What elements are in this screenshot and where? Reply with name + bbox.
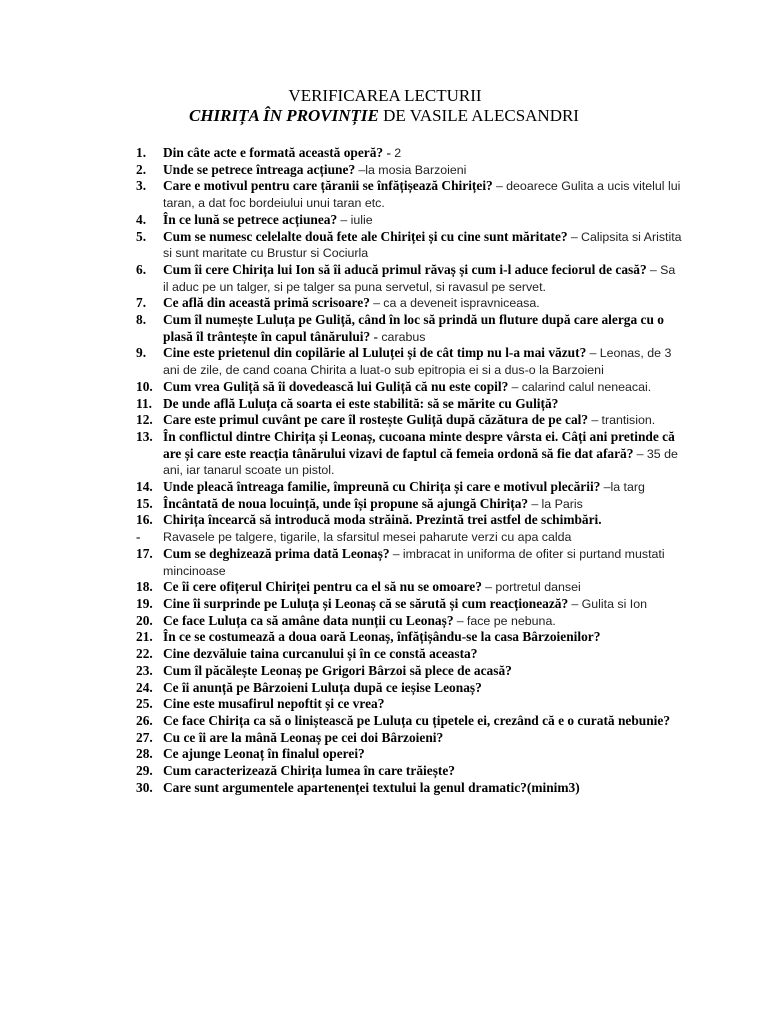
answer-text: Sa il aduc pe un talger, si pe talger sa puna servetul, si ravasul pe servet. (163, 262, 676, 294)
answer-separator: – (528, 495, 542, 511)
question-item (0, 295, 768, 312)
answer-separator: – (646, 261, 661, 277)
question-number: 27. (136, 729, 153, 745)
question-text: Din câte acte e formată această operă? (163, 145, 384, 160)
answer-separator: – (600, 479, 611, 495)
question-item (0, 546, 768, 579)
answer-separator: – (568, 595, 582, 611)
question-text: Ce face Luluța ca să amâne data nunții cu Leonaș? (163, 612, 454, 628)
question-item (0, 579, 768, 596)
question-number: 22. (136, 646, 153, 662)
answer-separator: – (453, 612, 467, 628)
question-text: Care este primul cuvânt pe care îl rostește Guliță după căzătura de pe cal? (163, 412, 589, 428)
answer-text: 35 de ani, iar tanarul scoate un pistol. (163, 446, 678, 478)
answer-separator: – (633, 445, 647, 461)
question-text: Cum caracterizează Chirița lumea în care trăiește? (163, 763, 456, 779)
answer-text: Gulita si Ion (581, 596, 648, 611)
question-number: 12. (136, 412, 153, 428)
question-item (0, 680, 768, 697)
question-text: În ce lună se petrece acțiunea? (163, 211, 338, 227)
question-item (0, 429, 768, 479)
answer-text: carabus (381, 329, 426, 344)
document-title (0, 86, 768, 126)
answer-text: Ravasele pe talgere, tigarile, la sfarsitul mesei paharute verzi cu apa calda (163, 530, 572, 545)
question-text: Ce îi cere ofițerul Chiriței pentru ca el să nu se omoare? (163, 579, 482, 595)
question-number: 25. (136, 696, 153, 712)
question-number: 13. (136, 428, 153, 444)
question-item (0, 345, 768, 378)
question-item (0, 162, 768, 179)
answer-text: calarind calul neneacai. (521, 379, 652, 394)
answer-separator: – (588, 412, 602, 428)
question-text: Cum îl păcălește Leonaș pe Grigori Bârzoi să plece de acasă? (163, 662, 512, 678)
answer-separator: – (586, 345, 600, 361)
question-number: 7. (136, 295, 147, 311)
answer-text: iulie (350, 212, 373, 227)
answer-text: ca a deveneit ispravniceasa. (383, 296, 540, 311)
question-text: În ce se costumează a doua oară Leonaș, înfățișându-se la casa Bârzoienilor? (163, 629, 601, 645)
question-number: 5. (136, 228, 147, 244)
answer-separator: - (383, 145, 395, 160)
question-item (0, 613, 768, 630)
question-text: Care sunt argumentele apartenenței textului la genul dramatic?(minim3) (163, 779, 580, 795)
question-text: Ce află din această primă scrisoare? (163, 295, 370, 311)
question-number: 24. (136, 679, 153, 695)
question-number: 4. (136, 211, 147, 227)
question-text: Ce face Chirița ca să o liniștească pe Luluța cu țipetele ei, crezând că e o curată nebunie? (163, 712, 671, 728)
questions-list (0, 145, 768, 796)
question-item (0, 312, 768, 345)
question-number: 18. (136, 579, 153, 595)
question-number: 3. (136, 178, 147, 194)
question-text: Care e motivul pentru care țăranii se înfățișează Chiriței? (163, 178, 493, 194)
answer-separator: – (369, 295, 384, 311)
question-item (0, 529, 768, 546)
question-text: Unde pleacă întreaga familie, împreună cu Chirița și care e motivul plecării? (163, 479, 601, 495)
question-text: Cum se deghizează prima dată Leonaș? (163, 545, 390, 561)
answer-text: trantision. (601, 413, 656, 428)
question-text: Cum îl numește Luluța pe Guliță, când în loc să prindă un fluture după care alerga cu o plasă îl trântește în capul tânărului? (163, 312, 664, 344)
question-text: Cine este prietenul din copilărie al Luluței și de cât timp nu l-a mai văzut? (163, 345, 587, 361)
question-number: 28. (136, 746, 153, 762)
question-item (0, 262, 768, 295)
question-item (0, 396, 768, 413)
question-text: Cine îi surprinde pe Luluța și Leonaș că se sărută și cum reacționează? (163, 595, 569, 611)
title-line-2 (0, 106, 768, 126)
answer-separator: – (355, 161, 366, 177)
answer-text: Leonas, de 3 ani de zile, de cand coana Chirita a luat-o sub epitropia ei si a dus-o la Barzoieni (163, 346, 672, 378)
title-work-name: CHIRIȚA ÎN PROVINȚIE (189, 106, 379, 125)
question-item (0, 763, 768, 780)
question-text: Cine dezvăluie taina curcanului și în ce constă aceasta? (163, 646, 478, 662)
question-text: Cum se numesc celelalte două fete ale Chiriței și cu cine sunt măritate? (163, 228, 568, 244)
answer-text: portretul dansei (495, 580, 581, 595)
question-text: Ce îi anunță pe Bârzoieni Luluța după ce ieșise Leonaș? (163, 679, 482, 695)
question-number: 26. (136, 712, 153, 728)
question-number: 30. (136, 779, 153, 795)
answer-separator: – (492, 178, 507, 194)
question-item (0, 212, 768, 229)
answer-separator: – (337, 211, 351, 227)
question-number: 2. (136, 161, 147, 177)
question-number: 23. (136, 662, 153, 678)
question-number: 11. (136, 395, 152, 411)
question-number: 1. (136, 145, 147, 160)
answer-text: imbracat in uniforma de ofiter si purtand mustati mincinoase (163, 546, 665, 578)
answer-separator: - (370, 328, 382, 344)
answer-text: deoarece Gulita a ucis vitelul lui taran, a dat foc bordeiului unui taran etc. (163, 179, 681, 211)
question-item (0, 512, 768, 529)
question-item (0, 379, 768, 396)
question-text: Încântată de noua locuință, unde își propune să ajungă Chirița? (163, 495, 529, 511)
question-number: 6. (136, 261, 147, 277)
answer-separator: – (567, 228, 582, 244)
question-item (0, 696, 768, 713)
question-item (0, 412, 768, 429)
question-number: 20. (136, 612, 153, 628)
question-number: - (136, 529, 141, 545)
answer-text: la mosia Barzoieni (365, 162, 467, 177)
question-text: Cum vrea Guliță să îi dovedească lui Guliță că nu este copil? (163, 378, 509, 394)
question-text: De unde află Luluța că soarta ei este stabilită: să se mărite cu Guliță? (163, 395, 559, 411)
question-number: 17. (136, 545, 153, 561)
question-number: 8. (136, 312, 147, 328)
question-text: Cum îi cere Chirița lui Ion să îi aducă primul răvaș și cum i-l aduce feciorul de casă? (163, 261, 647, 277)
question-text: În conflictul dintre Chirița și Leonaș, cucoana minte despre vârsta ei. Câți ani pretinde că are și care este reacția tânărului vizavi de faptul că femeia ordonă să fie dat afară? (163, 428, 675, 461)
answer-text: la targ (610, 480, 645, 495)
question-item (0, 646, 768, 663)
title-line-1: VERIFICAREA LECTURII (288, 86, 482, 105)
question-item (0, 496, 768, 513)
answer-separator: – (389, 545, 403, 561)
question-text: Chirița încearcă să introducă moda străină. Prezintă trei astfel de schimbări. (163, 512, 602, 528)
question-text: Ce ajunge Leonaț în finalul operei? (163, 746, 365, 762)
title-author: DE VASILE ALECSANDRI (378, 106, 579, 125)
answer-text: la Paris (541, 496, 583, 511)
answer-separator: – (508, 378, 522, 394)
question-item (0, 746, 768, 763)
question-number: 16. (136, 512, 153, 528)
question-item (0, 229, 768, 262)
question-number: 14. (136, 479, 153, 495)
question-item (0, 730, 768, 747)
question-item (0, 178, 768, 211)
question-number: 19. (136, 595, 153, 611)
question-item (0, 780, 768, 797)
question-item (0, 596, 768, 613)
question-item (0, 629, 768, 646)
question-text: Unde se petrece întreaga acțiune? (163, 161, 356, 177)
answer-text: Calipsita si Aristita si sunt maritate cu Brustur si Cociurla (163, 229, 682, 261)
question-number: 29. (136, 763, 153, 779)
answer-text: 2 (394, 146, 402, 160)
question-item (0, 663, 768, 680)
question-number: 10. (136, 378, 153, 394)
question-number: 15. (136, 495, 153, 511)
question-item (0, 145, 768, 162)
question-item (0, 713, 768, 730)
question-text: Cu ce îi are la mână Leonaș pe cei doi Bârzoieni? (163, 729, 444, 745)
question-number: 9. (136, 345, 147, 361)
question-number: 21. (136, 629, 153, 645)
question-text: Cine este musafirul nepoftit și ce vrea? (163, 696, 385, 712)
answer-separator: – (481, 579, 496, 595)
question-item (0, 479, 768, 496)
answer-text: face pe nebuna. (466, 613, 556, 628)
